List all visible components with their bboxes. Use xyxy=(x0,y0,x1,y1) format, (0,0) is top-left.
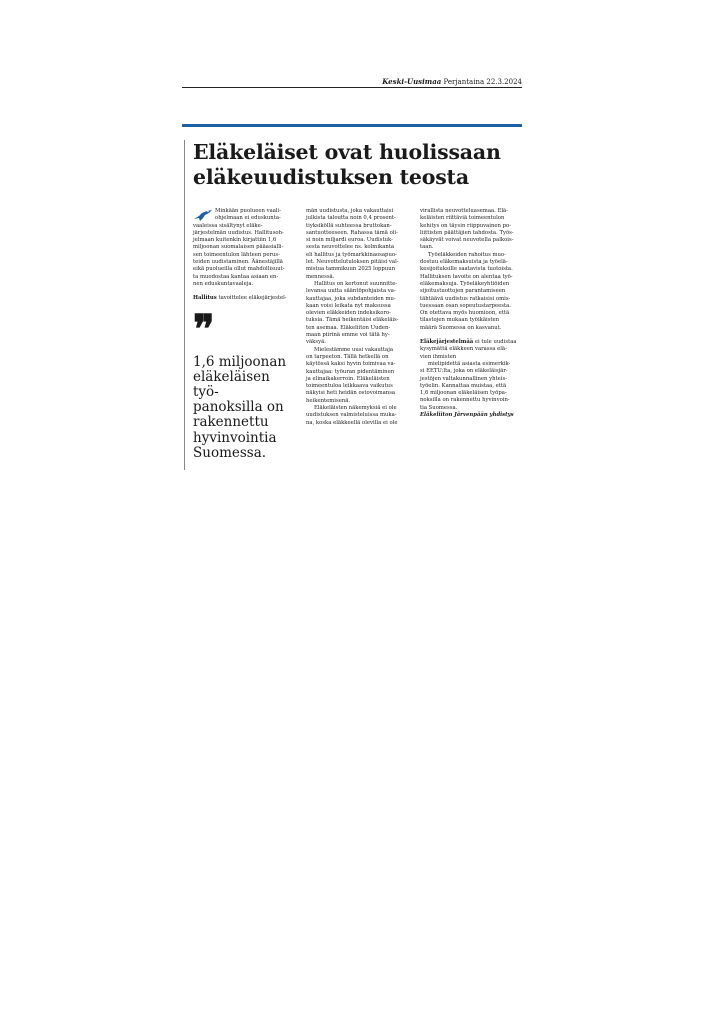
quote-mark-icon: ❞ xyxy=(193,305,215,353)
paragraph-lead-word: Hallitus xyxy=(193,295,217,302)
page-header xyxy=(182,77,522,87)
header-divider xyxy=(182,87,522,88)
paragraph-text: män uudistusta, joka vakauttaisi julkista taloutta noin 0,4 prosent- tiyksiköllä suhteessa bruttokan- santuotteeseen. Rahassa tämä oli- si noin miljardi euroa. Uudistuk- sesta neuvottelee ns. kolmikanta eli hallitus ja työmarkkinaosapuo- let. Neuvottelutuloksen pitäisi val- mistua tammikuun 2025 loppuun mennessä. xyxy=(306,208,399,280)
headline-line: eläkeuudistuksen teosta xyxy=(193,165,469,189)
paragraph-text: Mielestämme uusi vakauttaja on tarpeeton. Tällä hetkellä on käytössä kaksi hyvin toimivaa va- kauttajaa: työuran pidentäminen ja elinaikakerroin. Eläkeläisten toimeentuloa leikkaava vaikutus näkyisi heti heidän ostovoimansa heikentemisenä. xyxy=(306,346,396,404)
article-column-1 xyxy=(193,208,297,461)
paragraph-text: Työeläkkeiden rahoitus muo- dostuu eläkemaksuista ja työelä- kesijoituksille saatavista tuotoista. Hallituksen tavoite on alentaa työ- eläkemaksuja. Työeläkeyhtiöiden sijoitustuottojen parantamiseen tähtäävä uudistus ratkaisisi omis- tuessaan osan sopeutustarpeesta. On otettava myös huomioon, että tilastojen mukaan työikäisten määrä Suomessa on kasvanut. xyxy=(420,251,513,331)
paragraph-text: Hallitus on kertonut suunnitte- levansa uutta sääntöpohjaista va- kauttajaa, joka subdanteiden mu- kaan voisi leikata nyt maksussa olevien eläkkeiden indeksikoro- tuksia. Tämä heikentäisi eläkeläis- ten asemaa. Eläkeliiton Uuden- maan piirinä emme voi tätä hy- väksyä. xyxy=(306,280,399,346)
body-paragraph xyxy=(420,252,524,332)
body-paragraph xyxy=(306,347,412,405)
article-headline xyxy=(193,140,513,190)
article-column-3 xyxy=(420,208,524,419)
headline-line: Eläkeläiset ovat huolissaan xyxy=(193,140,501,164)
body-paragraph xyxy=(306,208,412,281)
lead-text: Minkään puolueen vaali- ohjelmaan ei eduskunta- vaaleissa sisältynyt eläke- järjestelmän uudistus. Hallitusoh- jelmaan kuitenkin kirjattiin 1,6 miljoonan suomalaisen pääasialli- sen toimeentulon lähteen perus- teiden uudistaminen. Äänestäjillä eikä puolueilla ollut mahdollisuut- ta muodostaa kantaa asiaan en- nen eduskuntavaaleja. xyxy=(193,208,285,287)
pull-quote xyxy=(193,355,297,461)
article-left-rule xyxy=(184,140,185,470)
pull-quote-text: 1,6 miljoonan eläkeläisen työ- panoksilla on rakennettu hyvinvointia Suomessa. xyxy=(193,353,287,461)
issue-date: Perjantaina 22.3.2024 xyxy=(443,78,522,86)
paragraph-text: ei tule uudistaa kysymättä eläkkeen varassa elä- vien ihmisten xyxy=(420,339,517,360)
body-paragraph xyxy=(306,281,412,347)
paragraph-lead-word: Eläkejärjestelmää xyxy=(420,339,474,346)
article-column-2 xyxy=(306,208,412,427)
article-signature: Eläkeliiton Järvenpään yhdistys xyxy=(420,412,514,419)
body-paragraph xyxy=(420,339,524,361)
paragraph-text: virallista neuvotteluasemaa. Elä- keläisten riittäviä toimeentulon kehitys on täysin riippuvainen po- liittisten päättäjien tahdosta. Työs- säkäyvät voivat neuvotella palkois- taan. xyxy=(420,208,514,251)
body-paragraph xyxy=(193,295,297,302)
lead-paragraph xyxy=(193,208,297,288)
bird-icon xyxy=(193,209,213,222)
body-paragraph xyxy=(420,208,524,252)
paragraph-text: mielipidettä asiasta esimerkik- si EETU:lta, joka on eläkeläisjär- jestöjen valtakunnallinen yhteis- työelin. Kannattaa muistaa, että 1,6 miljoonan eläkeläisen työpa- noksilla on rakennettu hyvinvoin- tia Suomessa. xyxy=(420,360,511,411)
paragraph-text: tavoittelee eläkejärjestel- xyxy=(216,295,287,302)
paragraph-text: Eläkeläisten näkemyksiä ei ole uudistuksen valmisteluissa muka- na, koska eläkkeellä olevilla ei ole xyxy=(306,405,398,426)
body-paragraph xyxy=(306,405,412,427)
section-accent-bar xyxy=(182,124,522,127)
body-paragraph xyxy=(420,361,524,412)
newspaper-name: Keski-Uusimaa xyxy=(382,77,442,86)
